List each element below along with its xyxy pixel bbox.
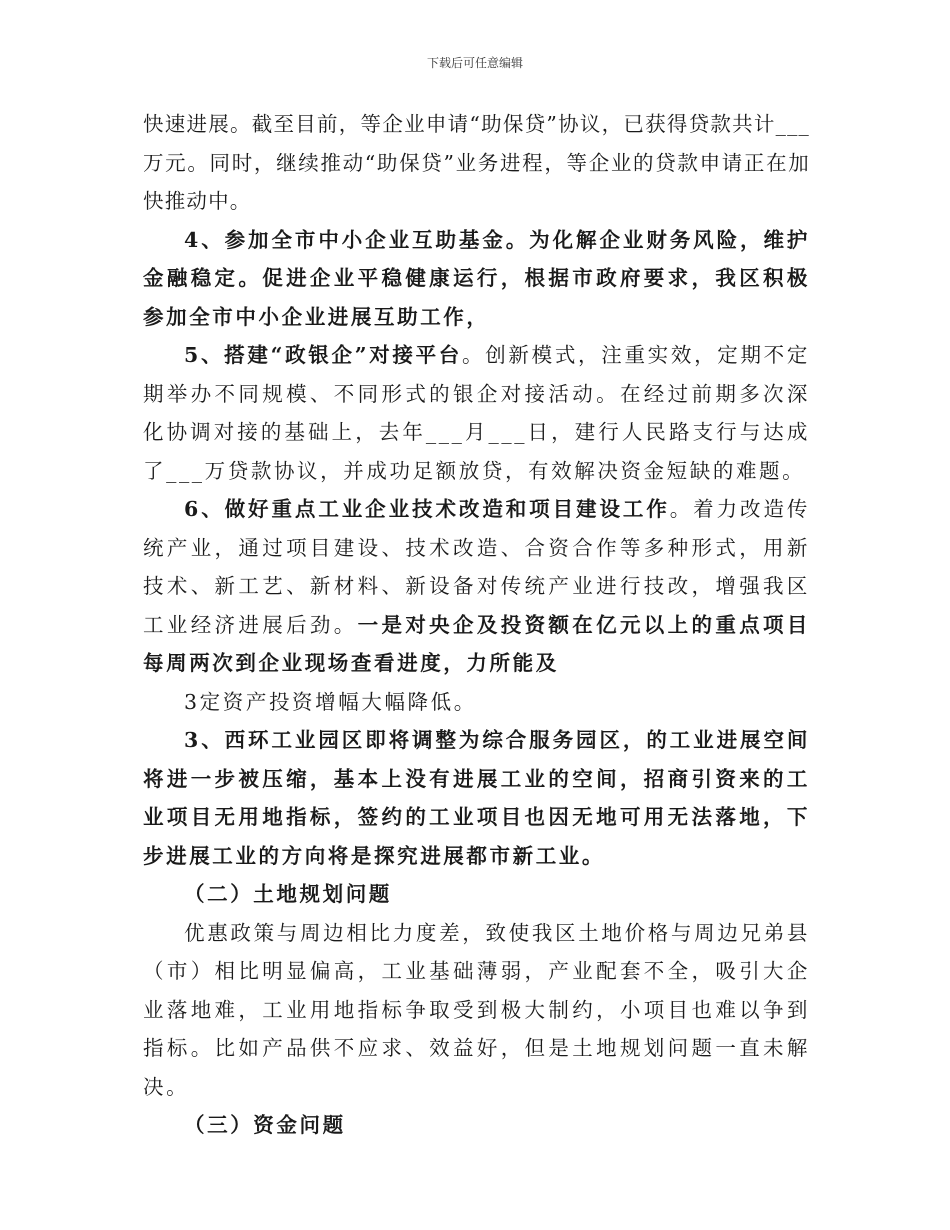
paragraph-bank-platform-text: 。创新模式，注重实效，定期不定期举办不同规模、不同形式的银企对接活动。在经过前期多次深化协调对接的基础上，去年___月___日，建行人民路支行与达成了___万贷款协议，并成功足额放贷，有效解决资金短缺的难题。 [143,343,810,483]
paragraph-bank-platform [143,336,810,490]
section-heading-funding: （三）资金问题 [184,1113,346,1137]
document-body [143,105,810,1145]
paragraph-fixed-assets: 3定资产投资增幅大幅降低。 [184,689,477,714]
paragraph-xihuan-park: 3、西环工业园区即将调整为综合服务园区，的工业进展空间将进一步被压缩，基本上没有进展工业的空间，招商引资来的工业项目无用地指标，签约的工业项目也因无地可用无法落地，下步进展工业的方向将是探究进展都市新工业。 [143,728,810,868]
section-heading-land: （二）土地规划问题 [184,882,392,906]
paragraph-bank-platform-heading: 5、搭建“政银企”对接平台 [184,343,463,367]
paragraph-land-planning: 优惠政策与周边相比力度差，致使我区土地价格与周边兄弟县（市）相比明显偏高，工业基础薄弱，产业配套不全，吸引大企业落地难，工业用地指标争取受到极大制约，小项目也难以争到指标。比如产品供不应求、效益好，但是土地规划问题一直未解决。 [143,920,810,1099]
paragraph-tech-renovation-bold-tail: 一是对央企及投资额在亿元以上的重点项目每周两次到企业现场查看进度，力所能及 [143,612,810,675]
paragraph-tech-renovation-text: 。着力改造传统产业，通过项目建设、技术改造、合资合作等多种形式，用新技术、新工艺、新材料、新设备对传统产业进行技改，增强我区工业经济进展后劲。 [143,497,810,637]
paragraph-tech-renovation-heading: 6、做好重点工业企业技术改造和项目建设工作 [184,497,670,521]
paragraph-loan-progress: 快速进展。截至目前，等企业申请“助保贷”协议，已获得贷款共计___万元。同时，继续推动“助保贷”业务进程，等企业的贷款申请正在加快推动中。 [143,112,810,213]
paragraph-mutual-fund: 4、参加全市中小企业互助基金。为化解企业财务风险，维护金融稳定。促进企业平稳健康运行，根据市政府要求，我区积极参加全市中小企业进展互助工作， [143,227,810,329]
paragraph-tech-renovation [143,490,810,683]
page-header: 下载后可任意编辑 [426,56,523,70]
